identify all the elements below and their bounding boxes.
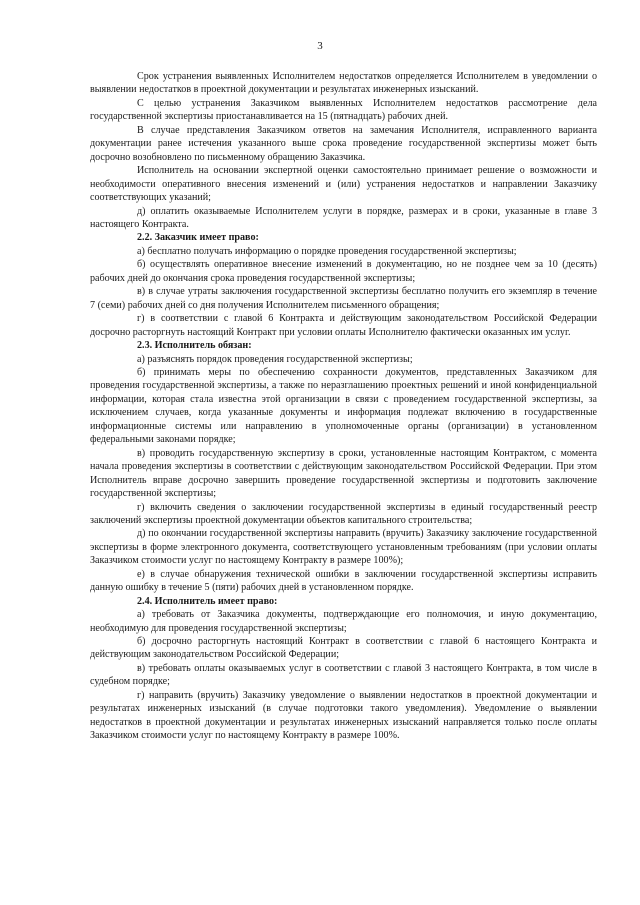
paragraph: е) в случае обнаружения технической ошибки в заключении государственной экспертизы исправить данную ошибку в течение 5 (пяти) рабочих дней в установленном порядке. — [90, 568, 597, 594]
paragraph: д) оплатить оказываемые Исполнителем услуги в порядке, размерах и в сроки, указанные в главе 3 настоящего Контракта. — [90, 205, 597, 230]
paragraph: г) включить сведения о заключении государственной экспертизы в единый государственный реестр заключений экспертизы проектной документации объектов капитального строительства; — [90, 501, 597, 526]
paragraph: С целью устранения Заказчиком выявленных Исполнителем недостатков рассмотрение дела государственной экспертизы приостанавливается на 15 (пятнадцать) рабочих дней. — [90, 97, 597, 123]
paragraph: в) в случае утраты заключения государственной экспертизы бесплатно получить его экземпляр в течение 7 (семи) рабочих дней со дня получения Исполнителем письменного обращения; — [90, 286, 597, 311]
paragraph: б) принимать меры по обеспечению сохранности документов, представленных Заказчиком для проведения государственной экспертизы, а также по неразглашению проектных решений и иной конфиденциальной информации, которая стала известна этой организации в связи с проведением государственной экспертизы, за исключением случаев, когда указанные документы и информация подлежат включению в государственные информационные системы или направлению в уполномоченные органы (организации) в установленном федеральными законами порядке; — [90, 366, 597, 446]
paragraph: б) осуществлять оперативное внесение изменений в документацию, но не позднее чем за 10 (десять) рабочих дней до окончания срока проведения государственной экспертизы; — [90, 259, 597, 284]
document-body — [90, 70, 597, 743]
page-number: 3 — [317, 40, 323, 52]
paragraph: а) разъяснять порядок проведения государственной экспертизы; — [137, 353, 413, 365]
paragraph: а) бесплатно получать информацию о порядке проведения государственной экспертизы; — [137, 245, 517, 257]
paragraph: б) досрочно расторгнуть настоящий Контракт в соответствии с главой 6 настоящего Контракта и действующим законодательством Российской Федерации; — [90, 636, 597, 661]
section-heading: 2.2. Заказчик имеет право: — [137, 232, 259, 244]
paragraph: д) по окончании государственной экспертизы направить (вручить) Заказчику заключение государственной экспертизы в форме электронного документа, соответствующего установленным требованиям (при условии оплаты Заказчиком стоимости услуг по настоящему Контракту в размере 100%); — [90, 528, 597, 567]
paragraph: в) требовать оплаты оказываемых услуг в соответствии с главой 3 настоящего Контракта, в том числе в судебном порядке; — [90, 662, 597, 688]
paragraph: В случае представления Заказчиком ответов на замечания Исполнителя, исправленного варианта документации ранее истечения указанного выше срока проведение государственной экспертизы может быть досрочно возобновлено по письменному обращению Заказчика. — [90, 124, 597, 163]
section-heading: 2.3. Исполнитель обязан: — [137, 340, 252, 352]
paragraph: в) проводить государственную экспертизу в сроки, установленные настоящим Контрактом, с момента начала проведения экспертизы в соответствии с действующим законодательством Российской Федерации. При этом Исполнитель вправе досрочно завершить проведение государственной экспертизы и подготовить заключение государственной экспертизы; — [90, 447, 597, 500]
section-heading: 2.4. Исполнитель имеет право: — [137, 595, 278, 607]
paragraph: Исполнитель на основании экспертной оценки самостоятельно принимает решение о возможности и необходимости оперативного внесения изменений и (или) устранения недостатков и направлении Заказчику соответствующих указаний; — [90, 165, 597, 204]
paragraph: г) направить (вручить) Заказчику уведомление о выявлении недостатков в проектной документации и результатах инженерных изысканий (в случае подготовки такого уведомления). Уведомление о выявлении недостатков в проектной документации и результатах инженерных изысканий направляется только после оплаты Заказчиком стоимости услуг по настоящему Контракту в размере 100%. — [90, 689, 597, 742]
paragraph: Срок устранения выявленных Исполнителем недостатков определяется Исполнителем в уведомлении о выявлении недостатков в проектной документации и результатах инженерных изысканий. — [90, 71, 597, 96]
paragraph: а) требовать от Заказчика документы, подтверждающие его полномочия, и иную документацию, необходимую для проведения государственной экспертизы; — [90, 609, 597, 634]
paragraph: г) в соответствии с главой 6 Контракта и действующим законодательством Российской Федерации досрочно расторгнуть настоящий Контракт при условии оплаты Исполнителю фактически оказанных им услуг. — [90, 313, 597, 338]
